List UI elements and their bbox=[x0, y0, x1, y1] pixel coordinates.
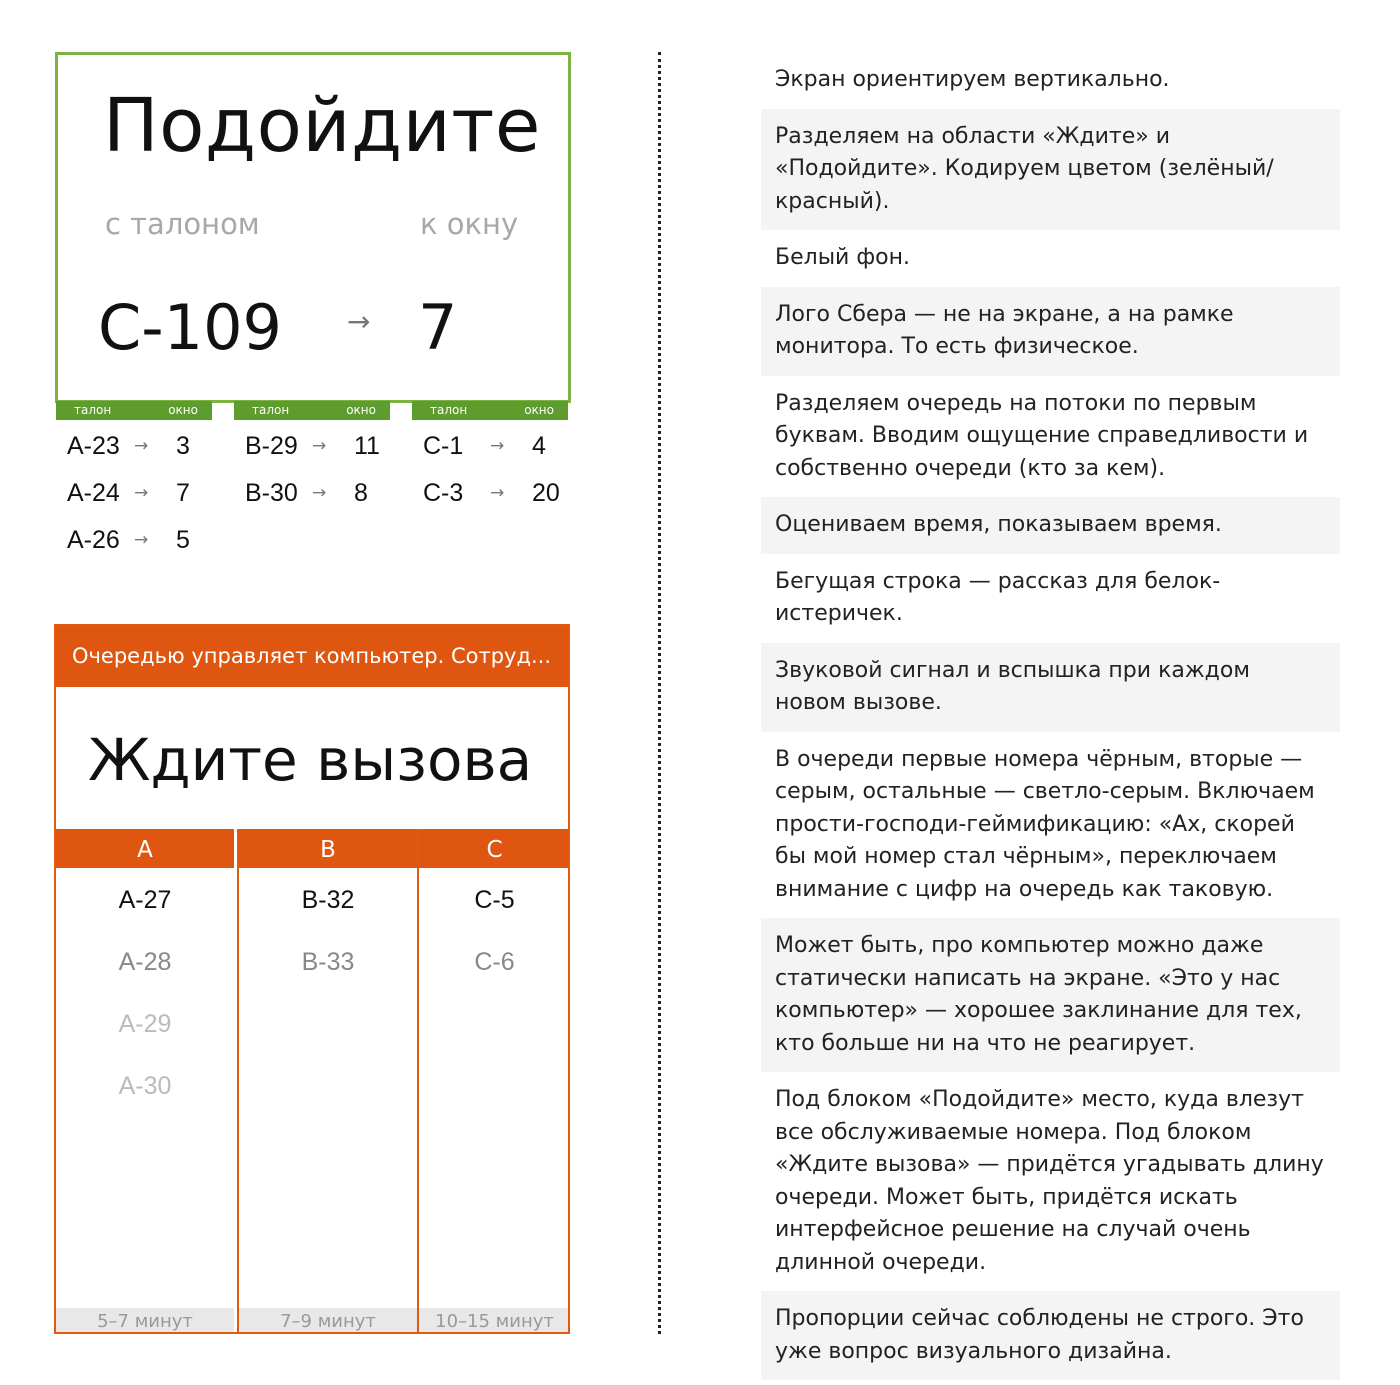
header-ticket: талон bbox=[74, 403, 112, 417]
current-window: 7 bbox=[418, 291, 458, 364]
note-item: Белый фон. bbox=[775, 245, 910, 270]
served-row bbox=[234, 467, 390, 514]
note-item: Оцениваем время, показываем время. bbox=[761, 497, 1340, 554]
call-title: Подойдите bbox=[103, 83, 541, 169]
served-column-2 bbox=[234, 401, 390, 514]
arrow-icon: → bbox=[134, 483, 149, 503]
served-row bbox=[56, 467, 212, 514]
note-item: Звуковой сигнал и вспышка при каждом новом вызове. bbox=[761, 643, 1340, 732]
label-ticket: с талоном bbox=[105, 207, 260, 241]
served-window: 5 bbox=[176, 526, 190, 554]
queue-item: А-27 bbox=[118, 886, 172, 914]
note-item: Может быть, про компьютер можно даже статически написать на экране. «Это у нас компьютер» — хорошее заклинание для тех, кто больше ни на что не реагирует. bbox=[761, 918, 1340, 1072]
note-item: Разделяем на области «Ждите» и «Подойдите». Кодируем цветом (зелёный/красный). bbox=[761, 109, 1340, 231]
stream-b bbox=[237, 829, 417, 1332]
note-item: Разделяем очередь на потоки по первым буквам. Вводим ощущение справедливости и собственно очереди (кто за кем). bbox=[775, 390, 1309, 481]
note-item: Бегущая строка — рассказ для белок-истеричек. bbox=[775, 568, 1221, 626]
queue-item: А-29 bbox=[118, 1010, 172, 1038]
served-column-header bbox=[56, 401, 212, 420]
wait-panel bbox=[54, 624, 570, 1334]
current-ticket: С-109 bbox=[98, 291, 283, 364]
header-window: окно bbox=[524, 403, 554, 417]
header-window: окно bbox=[346, 403, 376, 417]
queue-item: С-5 bbox=[474, 886, 515, 914]
served-row bbox=[56, 420, 212, 467]
served-ticket: С-3 bbox=[423, 479, 464, 507]
arrow-icon: → bbox=[490, 436, 505, 456]
arrow-icon: → bbox=[347, 305, 371, 338]
served-row bbox=[412, 420, 568, 467]
note-item: Пропорции сейчас соблюдены не строго. Это уже вопрос визуального дизайна. bbox=[761, 1291, 1340, 1380]
note-item: Лого Сбера — не на экране, а на рамке монитора. То есть физическое. bbox=[761, 287, 1340, 376]
call-panel bbox=[55, 52, 571, 403]
wait-title: Ждите вызова bbox=[88, 726, 533, 794]
served-ticket: А-23 bbox=[67, 432, 120, 460]
stream-eta: 5–7 минут bbox=[56, 1308, 234, 1332]
queue-item: В-33 bbox=[301, 948, 355, 976]
stream-c bbox=[417, 829, 570, 1332]
header-ticket: талон bbox=[430, 403, 468, 417]
served-ticket: А-24 bbox=[67, 479, 120, 507]
served-column-1 bbox=[56, 401, 212, 561]
served-row bbox=[412, 467, 568, 514]
served-column-3 bbox=[412, 401, 568, 514]
served-ticket: В-30 bbox=[245, 479, 298, 507]
served-window: 3 bbox=[176, 432, 190, 460]
header-ticket: талон bbox=[252, 403, 290, 417]
served-column-header bbox=[234, 401, 390, 420]
stream-eta: 7–9 минут bbox=[239, 1308, 417, 1332]
stream-a bbox=[56, 829, 234, 1332]
stream-eta: 10–15 минут bbox=[419, 1308, 570, 1332]
stream-letter: А bbox=[56, 829, 234, 868]
arrow-icon: → bbox=[490, 483, 505, 503]
stream-letter: В bbox=[239, 829, 417, 868]
served-row bbox=[234, 420, 390, 467]
served-ticket: С-1 bbox=[423, 432, 464, 460]
served-ticket: А-26 bbox=[67, 526, 120, 554]
label-window: к окну bbox=[420, 207, 519, 241]
served-window: 11 bbox=[354, 432, 380, 460]
served-ticket: В-29 bbox=[245, 432, 298, 460]
arrow-icon: → bbox=[312, 483, 327, 503]
stream-letter: С bbox=[419, 829, 570, 868]
note-item: В очереди первые номера чёрным, вторые — серым, остальные — светло-серым. Включаем прости-господи-геймификацию: «Ах, скорей бы мой номер стал чёрным», переключаем внимание с цифр на очередь как таковую. bbox=[775, 746, 1315, 902]
served-window: 4 bbox=[532, 432, 546, 460]
arrow-icon: → bbox=[134, 530, 149, 550]
note-item: Под блоком «Подойдите» место, куда влезут все обслуживаемые номера. Под блоком «Ждите вызова» — придётся угадывать длину очереди. Может быть, придётся искать интерфейсное решение на случай очень длинной очереди. bbox=[775, 1087, 1324, 1275]
arrow-icon: → bbox=[134, 436, 149, 456]
queue-item: С-6 bbox=[474, 948, 515, 976]
queue-streams bbox=[56, 829, 568, 1332]
queue-item: А-28 bbox=[118, 948, 172, 976]
served-window: 7 bbox=[176, 479, 190, 507]
ticker-line: Очередью управляет компьютер. Сотруд... bbox=[56, 626, 568, 687]
served-window: 8 bbox=[354, 479, 368, 507]
notes-list bbox=[761, 52, 1340, 1380]
header-window: окно bbox=[168, 403, 198, 417]
arrow-icon: → bbox=[312, 436, 327, 456]
queue-item: А-30 bbox=[118, 1072, 172, 1100]
queue-item: В-32 bbox=[301, 886, 355, 914]
dotted-divider bbox=[658, 52, 661, 1334]
note-item: Экран ориентируем вертикально. bbox=[775, 67, 1170, 92]
served-row bbox=[56, 514, 212, 561]
served-window: 20 bbox=[532, 479, 560, 507]
served-column-header bbox=[412, 401, 568, 420]
